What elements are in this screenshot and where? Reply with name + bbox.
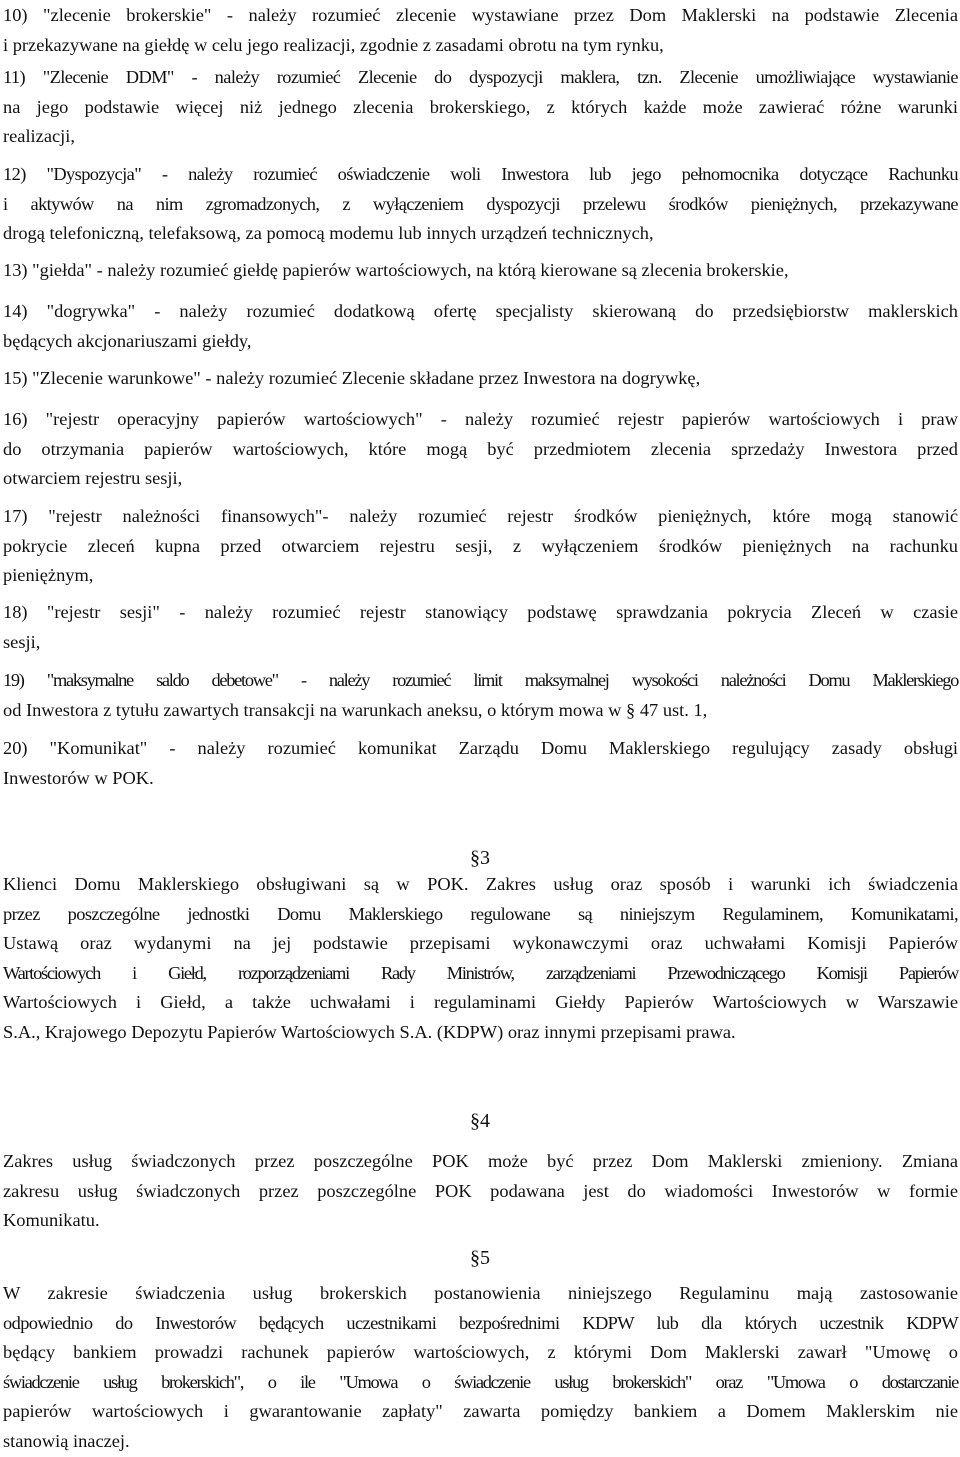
text-line: W zakresie świadczenia usług brokerskich postanowienia niniejszego Regulaminu mają zastosowanie [3,1283,958,1303]
text-line: Ustawą oraz wydanymi na jej podstawie przepisami wykonawczymi oraz uchwałami Komisji Papierów [3,933,958,954]
section-heading: §3 [470,847,490,869]
text-line: Komunikatu. [3,1210,100,1231]
definition-item-14 [3,297,958,356]
text-line: papierów wartościowych i gwarantowanie zapłaty" zawarta pomiędzy bankiem a Domem Maklerskim nie [3,1401,958,1422]
text-line: 11) "Zlecenie DDM" - należy rozumieć Zlecenie do dyspozycji maklera, tzn. Zlecenie umożliwiające wystawianie [3,67,958,87]
text-line: Wartościowych i Giełd, rozporządzeniami Rady Ministrów, zarządzeniami Przewodniczącego Komisji Papierów [3,962,958,983]
section-paragraph [3,1147,958,1236]
definition-item-19 [3,666,958,725]
text-line: będący bankiem prowadzi rachunek papierów wartościowych, z którymi Dom Maklerski zawarł "Umowę o [3,1342,958,1363]
text-line: sesji, [3,631,41,652]
text-line: 12) "Dyspozycja" - należy rozumieć oświadczenie woli Inwestora lub jego pełnomocnika dotyczące Rachunku [3,164,958,184]
text-line: 17) "rejestr należności finansowych"- należy rozumieć rejestr środków pieniężnych, które mogą stanowić [3,506,958,526]
section-heading: §4 [470,1110,490,1132]
text-line: 14) "dogrywka" - należy rozumieć dodatkową ofertę specjalisty skierowaną do przedsiębiorstw maklerskich [3,301,958,321]
text-line: 15) "Zlecenie warunkowe" - należy rozumieć Zlecenie składane przez Inwestora na dogrywkę, [3,368,701,388]
section-paragraph [3,1279,958,1457]
text-line: 18) "rejestr sesji" - należy rozumieć rejestr stanowiący podstawę sprawdzania pokrycia Zleceń w czasie [3,602,958,622]
text-line: od Inwestora z tytułu zawartych transakcji na warunkach aneksu, o którym mowa w § 47 ust. 1, [3,699,708,720]
text-line: do otrzymania papierów wartościowych, które mogą być przedmiotem zlecenia sprzedaży Inwestora przed [3,438,958,459]
text-line: na jego podstawie więcej niż jednego zlecenia brokerskiego, z których każde może zawierać różne warunki [3,96,958,117]
text-line: 16) "rejestr operacyjny papierów wartościowych" - należy rozumieć rejestr papierów wartościowych i praw [3,409,958,429]
definition-item-16 [3,405,958,494]
definition-item-18 [3,598,958,657]
definition-item-15 [3,364,958,394]
text-line: otwarciem rejestru sesji, [3,468,183,489]
definition-item-13 [3,256,958,286]
definition-item-12 [3,160,958,249]
text-line: i aktywów na nim zgromadzonych, z wyłączeniem dyspozycji przelewu środków pieniężnych, przekazywane [3,193,958,214]
definition-item-17 [3,502,958,591]
text-line: pieniężnym, [3,565,94,586]
definition-item-20 [3,734,958,793]
text-line: Inwestorów w POK. [3,767,154,788]
definition-item-10 [3,1,958,60]
text-line: odpowiednio do Inwestorów będących uczestnikami bezpośrednimi KDPW lub dla których uczestnik KDPW [3,1312,958,1333]
section-heading: §5 [470,1247,490,1269]
section-paragraph [3,870,958,1048]
text-line: 19) "maksymalne saldo debetowe" - należy rozumieć limit maksymalnej wysokości należności Domu Maklerskiego [3,670,958,690]
text-line: 20) "Komunikat" - należy rozumieć komunikat Zarządu Domu Maklerskiego regulujący zasady obsługi [3,738,958,758]
text-line: będących akcjonariuszami giełdy, [3,330,252,351]
text-line: przez poszczególne jednostki Domu Maklerskiego regulowane są niniejszym Regulaminem, Komunikatami, [3,903,958,924]
text-line: 13) "giełda" - należy rozumieć giełdę papierów wartościowych, na którą kierowane są zlecenia brokerskie, [3,260,789,280]
text-line: Wartościowych i Giełd, a także uchwałami i regulaminami Giełdy Papierów Wartościowych w Warszawie [3,992,958,1013]
text-line: stanowią inaczej. [3,1430,130,1451]
text-line: realizacji, [3,126,75,147]
text-line: i przekazywane na giełdę w celu jego realizacji, zgodnie z zasadami obrotu na tym rynku, [3,34,664,55]
text-line: świadczenie usług brokerskich", o ile "Umowa o świadczenie usług brokerskich" oraz "Umowa o dostarczanie [3,1371,958,1392]
text-line: 10) "zlecenie brokerskie" - należy rozumieć zlecenie wystawiane przez Dom Maklerski na podstawie Zlecenia [3,5,958,25]
text-line: zakresu usług świadczonych przez poszczególne POK podawana jest do wiadomości Inwestorów w formie [3,1180,958,1201]
text-line: Zakres usług świadczonych przez poszczególne POK może być przez Dom Maklerski zmieniony. Zmiana [3,1151,958,1171]
definition-item-11 [3,63,958,152]
text-line: pokrycie zleceń kupna przed otwarciem rejestru sesji, z wyłączeniem środków pieniężnych na rachunku [3,535,958,556]
text-line: S.A., Krajowego Depozytu Papierów Wartościowych S.A. (KDPW) oraz innymi przepisami prawa. [3,1021,736,1042]
text-line: Klienci Domu Maklerskiego obsługiwani są w POK. Zakres usług oraz sposób i warunki ich świadczenia [3,874,958,894]
text-line: drogą telefoniczną, telefaksową, za pomocą modemu lub innych urządzeń technicznych, [3,223,654,244]
